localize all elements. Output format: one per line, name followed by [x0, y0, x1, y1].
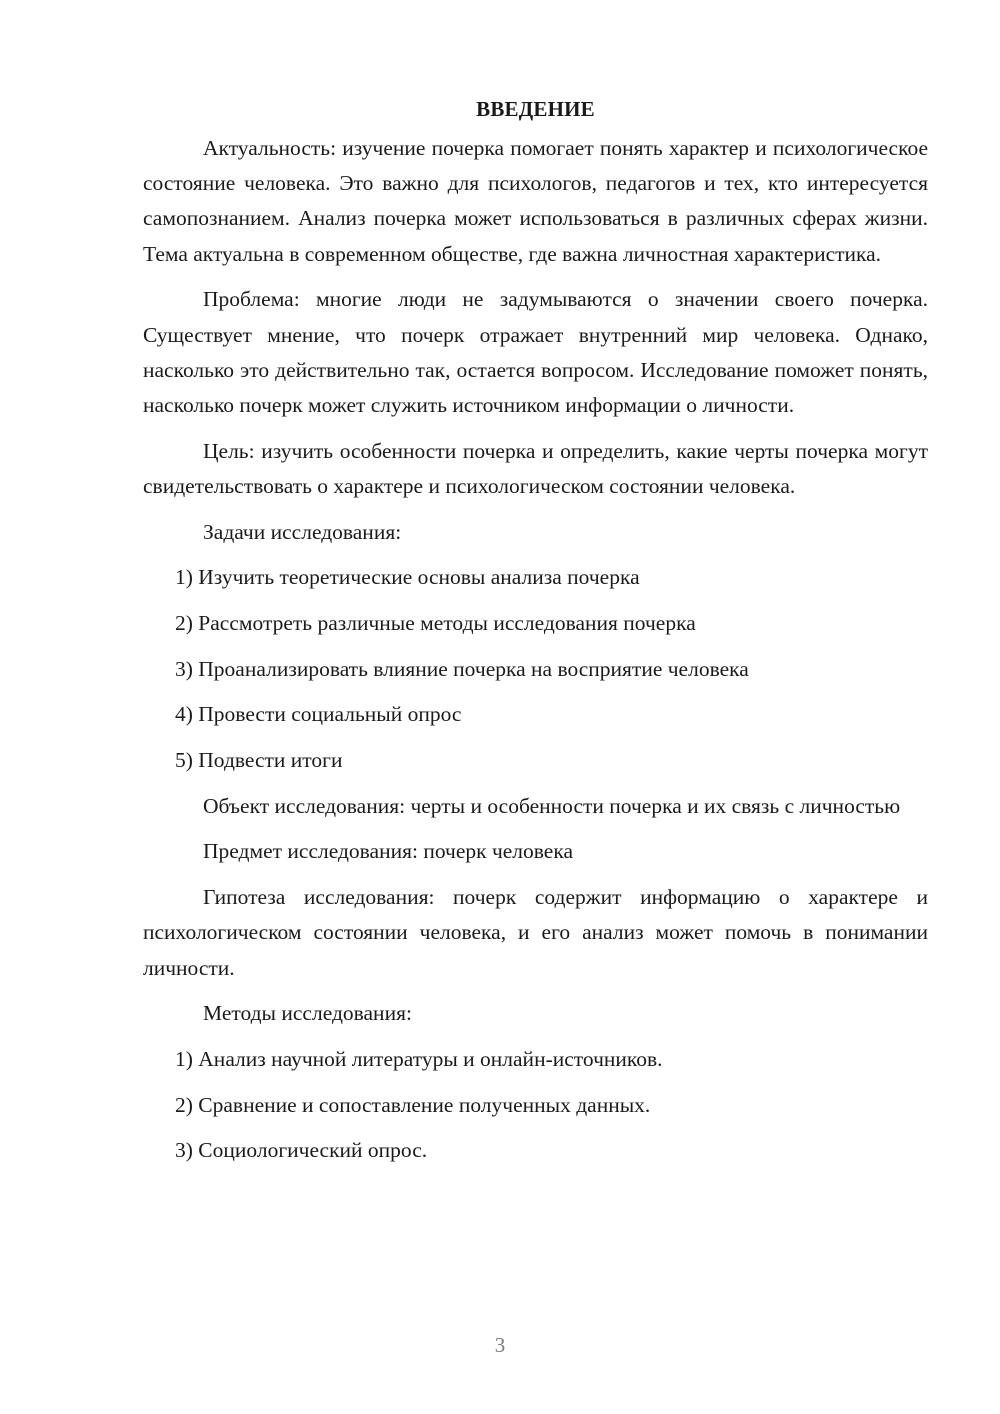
task-item: 3) Проанализировать влияние почерка на восприятие человека: [175, 656, 749, 681]
task-item: 4) Провести социальный опрос: [175, 702, 462, 727]
section-title: ВВЕДЕНИЕ: [476, 97, 595, 121]
method-item: 1) Анализ научной литературы и онлайн-источников.: [175, 1046, 663, 1071]
tasks-list: [143, 560, 928, 778]
tasks-heading: Задачи исследования:: [203, 519, 402, 544]
method-item: 2) Сравнение и сопоставление полученных данных.: [175, 1092, 651, 1117]
methods-list: [143, 1042, 928, 1169]
methods-heading: Методы исследования:: [203, 1001, 412, 1026]
goal-paragraph: Цель: изучить особенности почерка и определить, какие черты почерка могут свидетельствовать о характере и психологическом состоянии человека.: [143, 438, 928, 498]
problem-paragraph: Проблема: многие люди не задумываются о значении своего почерка. Существует мнение, что почерк отражает внутренний мир человека. Однако, насколько это действительно так, остается вопросом. Исследование поможет понять, насколько почерк может служить источником информации о личности.: [143, 287, 928, 417]
relevance-paragraph: Актуальность: изучение почерка помогает понять характер и психологическое состояние человека. Это важно для психологов, педагогов и тех, кто интересуется самопознанием. Анализ почерка может использоваться в различных сферах жизни. Тема актуальна в современном обществе, где важна личностная характеристика.: [143, 136, 928, 266]
task-item: 2) Рассмотреть различные методы исследования почерка: [175, 610, 696, 635]
page-number: 3: [494, 1333, 506, 1357]
task-item: 1) Изучить теоретические основы анализа почерка: [175, 565, 640, 590]
hypothesis-paragraph: Гипотеза исследования: почерк содержит информацию о характере и психологическом состоянии человека, и его анализ может помочь в понимании личности.: [143, 885, 928, 980]
subject-paragraph: Предмет исследования: почерк человека: [203, 839, 574, 864]
method-item: 3) Социологический опрос.: [175, 1138, 428, 1163]
object-paragraph: Объект исследования: черты и особенности почерка и их связь с личностью: [203, 793, 901, 818]
task-item: 5) Подвести итоги: [175, 748, 343, 773]
document-page: [143, 92, 928, 1179]
